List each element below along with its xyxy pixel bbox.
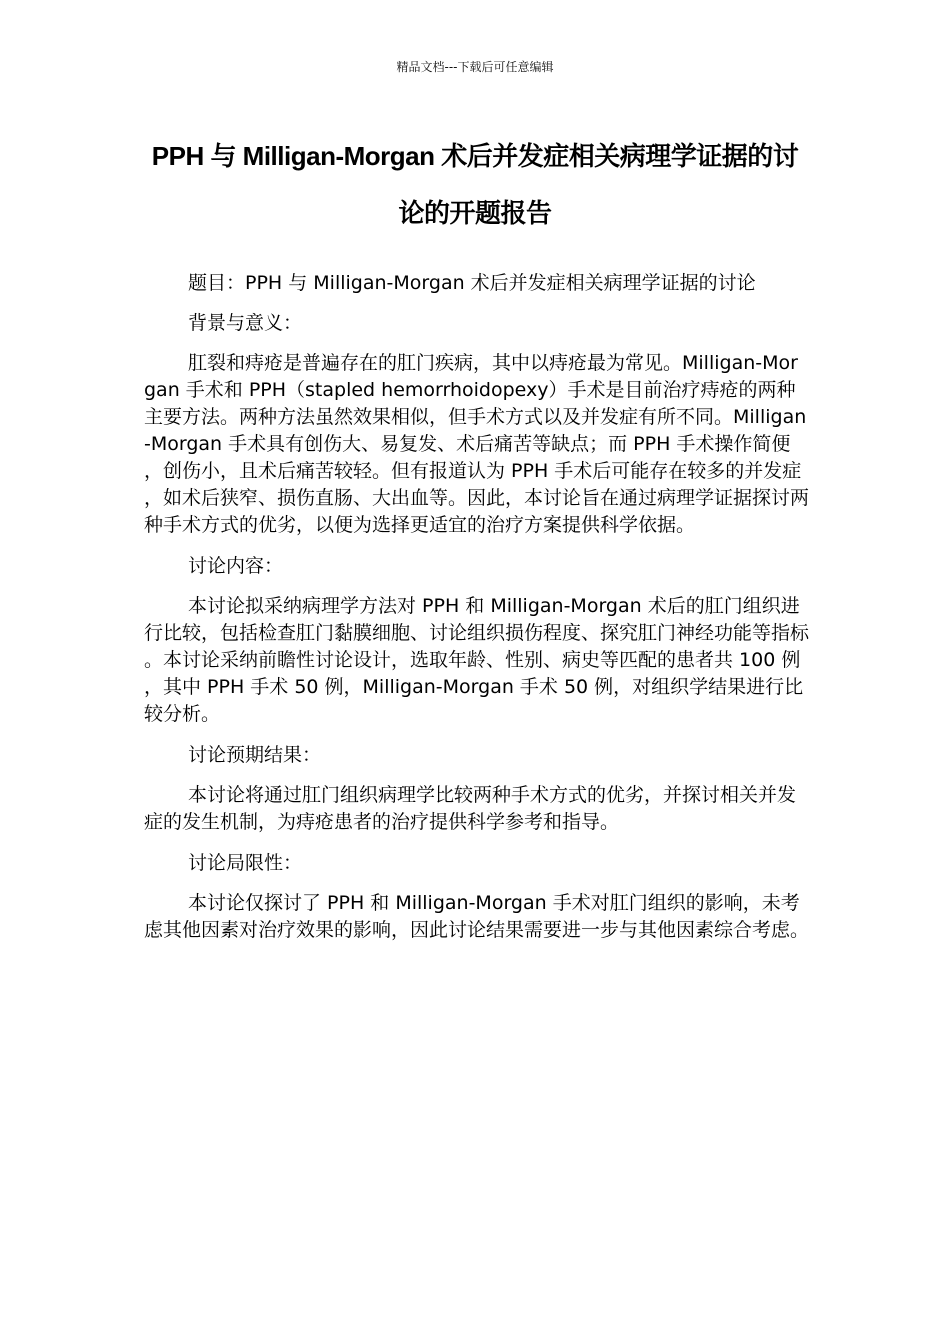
limitations-heading: 讨论局限性： [188,852,303,874]
expected-results-heading: 讨论预期结果： [188,744,322,766]
content-heading: 讨论内容： [188,555,284,577]
content-paragraph: 本讨论拟采纳病理学方法对 PPH 和 Milligan-Morgan 术后的肛门组织进行比较，包括检查肛门黏膜细胞、讨论组织损伤程度、探究肛门神经功能等指标。本讨论采纳前瞻性讨论设计，选取年龄、性别、病史等匹配的患者共 100 例，其中 PPH 手术 50 例，Milligan-Morgan 手术 50 例，对组织学结果进行比较分析。 [144,595,810,725]
background-heading: 背景与意义： [188,312,303,334]
document-title: PPH 与 Milligan-Morgan 术后并发症相关病理学证据的讨论的开题报告 [151,141,799,228]
background-paragraph: 肛裂和痔疮是普遍存在的肛门疾病，其中以痔疮最为常见。Milligan-Morgan 手术和 PPH（stapled hemorrhoidopexy）手术是目前治疗痔疮的两种主要方法。两种方法虽然效果相似，但手术方式以及并发症有所不同。Milligan-Morgan 手术具有创伤大、易复发、术后痛苦等缺点；而 PPH 手术操作简便，创伤小，且术后痛苦较轻。但有报道认为 PPH 手术后可能存在较多的并发症，如术后狭窄、损伤直肠、大出血等。因此，本讨论旨在通过病理学证据探讨两种手术方式的优劣，以便为选择更适宜的治疗方案提供科学依据。 [144,352,810,536]
limitations-paragraph: 本讨论仅探讨了 PPH 和 Milligan-Morgan 手术对肛门组织的影响，未考虑其他因素对治疗效果的影响，因此讨论结果需要进一步与其他因素综合考虑。 [144,892,810,941]
document-body [144,270,809,958]
topic-line: 题目：PPH 与 Milligan-Morgan 术后并发症相关病理学证据的讨论 [188,272,756,294]
expected-results-paragraph: 本讨论将通过肛门组织病理学比较两种手术方式的优劣，并探讨相关并发症的发生机制，为痔疮患者的治疗提供科学参考和指导。 [144,784,797,833]
header-note: 精品文档---下载后可任意编辑 [396,60,554,74]
